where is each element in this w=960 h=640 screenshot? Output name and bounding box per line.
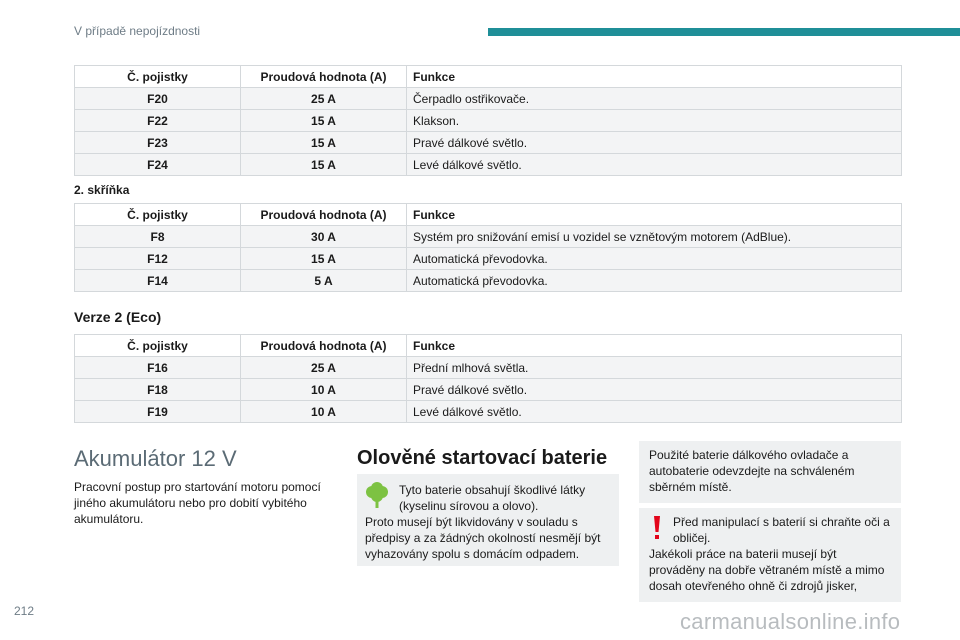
- table-header-row: [75, 335, 902, 357]
- fuse-function: Pravé dálkové světlo.: [407, 132, 902, 154]
- table-header-row: [75, 66, 902, 88]
- environment-note-detail: Proto musejí být likvidovány v souladu s předpisy a za žádných okolností nesmějí být vyhazovány spolu s domácím odpadem.: [365, 515, 601, 561]
- col-header-func: Funkce: [407, 204, 902, 226]
- version-heading: Verze 2 (Eco): [74, 309, 162, 325]
- fuse-amperage: 15 A: [241, 248, 407, 270]
- fuse-amperage: 30 A: [241, 226, 407, 248]
- environment-note-text: Tyto baterie obsahují škodlivé látky (kyselinu sírovou a olovo).: [399, 483, 586, 513]
- table-row: [75, 110, 902, 132]
- watermark: carmanualsonline.info: [680, 609, 901, 634]
- fuse-function: Přední mlhová světla.: [407, 357, 902, 379]
- warning-exclamation-icon: [649, 514, 665, 542]
- disposal-note-text: Použité baterie dálkového ovladače a autobaterie odevzdejte na schváleném sběrném místě.: [649, 448, 855, 494]
- section-title: V případě nepojízdnosti: [74, 24, 201, 38]
- table-row: [75, 132, 902, 154]
- col-header-amp: Proudová hodnota (A): [241, 66, 407, 88]
- fuse-number: F24: [75, 154, 241, 176]
- page-number: 212: [14, 604, 35, 618]
- fuse-amperage: 25 A: [241, 88, 407, 110]
- warning-panel: [639, 508, 901, 602]
- environment-note-panel: [357, 474, 619, 566]
- fuse-function: Pravé dálkové světlo.: [407, 379, 902, 401]
- fuse-number: F16: [75, 357, 241, 379]
- fuse-number: F8: [75, 226, 241, 248]
- fuse-function: Čerpadlo ostřikovače.: [407, 88, 902, 110]
- box-2-label: 2. skříňka: [74, 183, 130, 197]
- fuse-function: Levé dálkové světlo.: [407, 154, 902, 176]
- col-header-num: Č. pojistky: [75, 66, 241, 88]
- fuse-number: F12: [75, 248, 241, 270]
- fuse-amperage: 25 A: [241, 357, 407, 379]
- table-row: [75, 270, 902, 292]
- fuse-number: F19: [75, 401, 241, 423]
- tree-icon: [365, 482, 389, 510]
- warning-detail-text: Jakékoli práce na baterii musejí být prováděny na dobře větraném místě a mimo dosah otevřeného ohně či zdrojů jisker,: [649, 547, 885, 593]
- col-header-num: Č. pojistky: [75, 335, 241, 357]
- col-header-amp: Proudová hodnota (A): [241, 204, 407, 226]
- table-row: [75, 154, 902, 176]
- table-row: [75, 379, 902, 401]
- col-header-num: Č. pojistky: [75, 204, 241, 226]
- fuse-number: F22: [75, 110, 241, 132]
- fuse-table-2: [74, 203, 902, 292]
- fuse-amperage: 5 A: [241, 270, 407, 292]
- fuse-table-1: [74, 65, 902, 176]
- fuse-function: Systém pro snižování emisí u vozidel se vznětovým motorem (AdBlue).: [407, 226, 902, 248]
- table-row: [75, 401, 902, 423]
- fuse-amperage: 15 A: [241, 154, 407, 176]
- fuse-number: F18: [75, 379, 241, 401]
- table-row: [75, 226, 902, 248]
- battery-section-title: Akumulátor 12 V: [74, 446, 237, 471]
- fuse-amperage: 10 A: [241, 379, 407, 401]
- fuse-function: Automatická převodovka.: [407, 248, 902, 270]
- fuse-number: F14: [75, 270, 241, 292]
- fuse-amperage: 15 A: [241, 110, 407, 132]
- fuse-function: Klakson.: [407, 110, 902, 132]
- fuse-amperage: 15 A: [241, 132, 407, 154]
- battery-intro-text: Pracovní postup pro startování motoru pomocí jiného akumulátoru nebo pro dobití vybitého akumulátoru.: [74, 480, 321, 526]
- fuse-function: Automatická převodovka.: [407, 270, 902, 292]
- table-row: [75, 88, 902, 110]
- lead-battery-title: Olověné startovací baterie: [357, 447, 608, 469]
- warning-text: Před manipulací s baterií si chraňte oči a obličej.: [673, 515, 890, 545]
- col-header-amp: Proudová hodnota (A): [241, 335, 407, 357]
- fuse-number: F23: [75, 132, 241, 154]
- table-row: [75, 248, 902, 270]
- table-header-row: [75, 204, 902, 226]
- fuse-amperage: 10 A: [241, 401, 407, 423]
- header-accent-bar: [488, 28, 960, 36]
- fuse-number: F20: [75, 88, 241, 110]
- col-header-func: Funkce: [407, 335, 902, 357]
- fuse-table-3: [74, 334, 902, 423]
- disposal-note-panel: [639, 441, 901, 503]
- col-header-func: Funkce: [407, 66, 902, 88]
- fuse-function: Levé dálkové světlo.: [407, 401, 902, 423]
- table-row: [75, 357, 902, 379]
